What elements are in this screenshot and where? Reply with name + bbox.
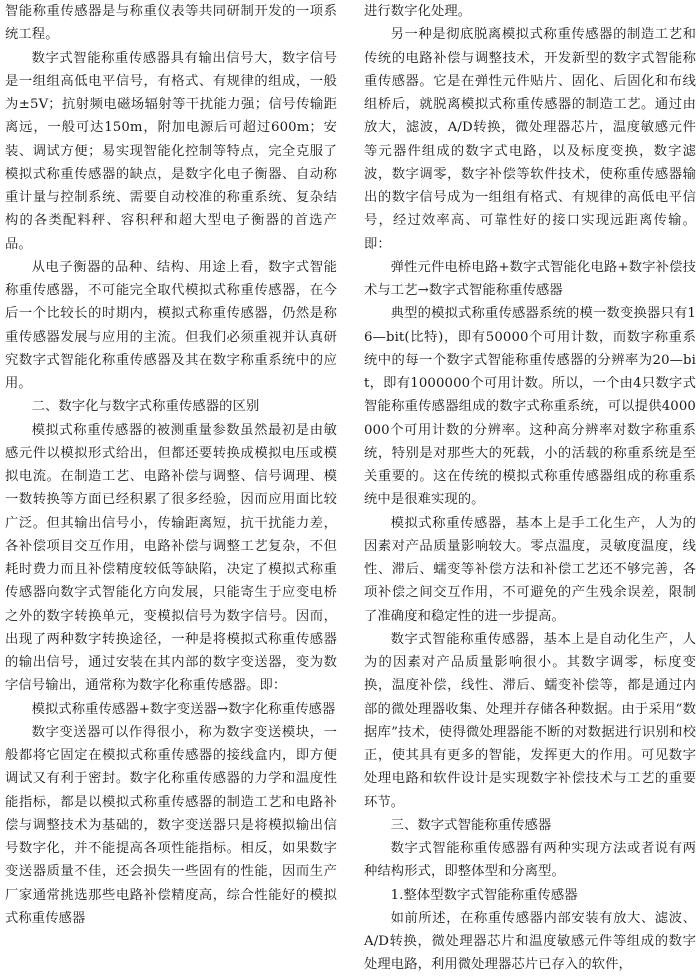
section-heading: 二、数字化与数字式称重传感器的区别 bbox=[31, 399, 260, 415]
paragraph: 弹性元件电桥电路+数字式智能化电路+数字补偿技术与工艺→数字式智能称重传感器 bbox=[364, 259, 696, 298]
paragraph: 模拟式称重传感器的被测重量参数虽然最初是由敏感元件以模拟形式给出，但都还要转换成模拟电压或模拟电流。在制造工艺、电路补偿与调整、信号调理、模一数转换等方面已经积累了很多经验，因而应用面比较广泛。但其输出信号小，传输距离短，抗干扰能力差，各补偿项目交互作用，电路补偿与调整工艺复杂，不但耗时费力而且补偿精度较低等缺陷，决定了模拟式称重传感器向数字式智能化方向发展，只能寄生于应变电桥之外的数字转换单元，变模拟信号为数字信号。因而，出现了两种数字转换途径，一种是将模拟式称重传感器的输出信号，通过安装在其内部的数字变送器，变为数字信号输出，通常称为数字化称重传感器。即： bbox=[5, 422, 337, 694]
paragraph: 典型的模拟式称重传感器系统的模一数变换器只有16—bit(比特)，即有50000个可用计数，而数字称重系统中的每一个数字式智能称重传感器的分辨率为20—bit，即有1000000个可用计数。所以，一个由4只数字式智能称重传感器组成的数字式称重系统，可以提供4000000个可用计数的分辨率。这种高分辨率对数字称重系统，特别是对那些大的死载，小的活载的称重系统是至关重要的。这在传统的模拟式称重传感器组成的称重系统中是很难实现的。 bbox=[364, 306, 696, 508]
paragraph: 模拟式称重传感器+数字变送器→数字化称重传感器 bbox=[31, 701, 336, 717]
left-column bbox=[5, 0, 337, 930]
section-heading: 三、数字式智能称重传感器 bbox=[390, 817, 552, 833]
right-column bbox=[364, 0, 696, 977]
paragraph: 数字式智能称重传感器，基本上是自动化生产，人为的因素对产品质量影响很小。其数字调零，标度变换，温度补偿，线性、滞后、蠕变补偿等，都是通过内部的微处理器收集、处理并存储各种数据。由于采用“数据库”技术，使得微处理器能不断的对数据进行识别和校正，使其具有更多的智能，发挥更大的作用。可见数字处理电路和软件设计是实现数字补偿技术与工艺的重要环节。 bbox=[364, 631, 696, 810]
paragraph: 数字变送器可以作得很小，称为数字变送模块，一般都将它固定在模拟式称重传感器的接线盒内，即方便调试又有利于密封。数字化称重传感器的力学和温度性能指标，都是以模拟式称重传感器的制造工艺和电路补偿与调整技术为基础的，数字变送器只是将模拟输出信号数字化，并不能提高各项性能指标。相反，如果数字变送器质量不佳，还会损失一些固有的性能，因而生产厂家通常挑选那些电路补偿精度高，综合性能好的模拟式称重传感器 bbox=[5, 724, 337, 926]
paragraph: 数字式智能称重传感器具有输出信号大，数字信号是一组组高低电平信号，有格式、有规律的组成，一般为±5V；抗射频电磁场辐射等干扰能力强；信号传输距离远，一般可达150m，附加电源后可超过600m；安装、调试方便；易实现智能化控制等特点，完全克服了模拟式称重传感器的缺点，是数字化电子衡器、自动称重计量与控制系统、需要自动校准的称重系统、复杂结构的各类配料秤、容积秤和超大型电子衡器的首选产品。 bbox=[5, 50, 337, 252]
paragraph: 数字式智能称重传感器有两种实现方法或者说有两种结构形式，即整体型和分离型。 bbox=[364, 841, 696, 880]
paragraph: 另一种是彻底脱离模拟式称重传感器的制造工艺和传统的电路补偿与调整技术，开发新型的数字式智能称重传感器。它是在弹性元件贴片、固化、后固化和布线组桥后，就脱离模拟式称重传感器的制造工艺。通过由放大，滤波，A/D转换，微处理器芯片，温度敏感元件等元器件组成的数字式电路，以及标度变换，数字滤波，数字调零，数字补偿等软件技术，使称重传感器输出的数字信号成为一组组有格式、有规律的高低电平信号，经过效率高、可靠性好的接口实现远距离传输。即： bbox=[364, 27, 696, 252]
paragraph: 智能称重传感器是与称重仪表等共同研制开发的一项系统工程。 bbox=[5, 4, 337, 43]
section-heading: 1.整体型数字式智能称重传感器 bbox=[390, 887, 578, 903]
paragraph: 如前所述，在称重传感器内部安装有放大、滤波、A/D转换，微处理器芯片和温度敏感元件等组成的数字处理电路，利用微处理器芯片已存入的软件， bbox=[364, 910, 696, 973]
paragraph: 进行数字化处理。 bbox=[364, 4, 472, 19]
paragraph: 模拟式称重传感器，基本上是手工化生产，人为的因素对产品质量影响较大。零点温度，灵敏度温度，线性、滞后、蠕变等补偿方法和补偿工艺还不够完善，各项补偿之间交互作用，不可避免的产生残余误差，限制了准确度和稳定性的进一步提高。 bbox=[364, 515, 696, 624]
paragraph: 从电子衡器的品种、结构、用途上看，数字式智能称重传感器，不可能完全取代模拟式称重传感器，在今后一个比较长的时期内，模拟式称重传感器，仍然是称重传感器发展与应用的主流。但我们必须重视并认真研究数字式智能化称重传感器及其在数字称重系统中的应用。 bbox=[5, 259, 337, 391]
